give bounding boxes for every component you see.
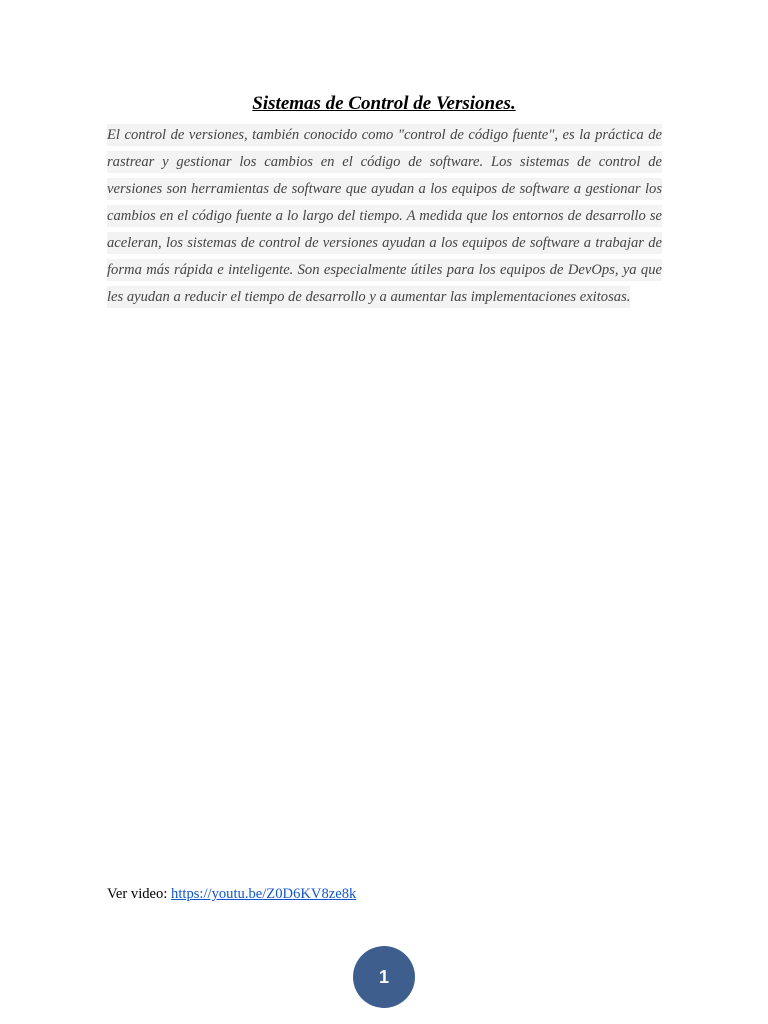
page-title: Sistemas de Control de Versiones. bbox=[252, 93, 516, 114]
video-link[interactable]: https://youtu.be/Z0D6KV8ze8k bbox=[171, 886, 357, 902]
video-label: Ver video: bbox=[107, 886, 172, 902]
body-paragraph bbox=[107, 122, 662, 311]
video-reference bbox=[107, 884, 356, 904]
page-number-badge: 1 bbox=[353, 946, 415, 1008]
body-paragraph-text: El control de versiones, también conocido como "control de código fuente", es la práctica de rastrear y gestionar los cambios en el código de software. Los sistemas de control de versiones son herramientas de software que ayudan a los equipos de software a gestionar los cambios en el código fuente a lo largo del tiempo. A medida que los entornos de desarrollo se aceleran, los sistemas de control de versiones ayudan a los equipos de software a trabajar de forma más rápida e inteligente. Son especialmente útiles para los equipos de DevOps, ya que les ayudan a reducir el tiempo de desarrollo y a aumentar las implementaciones exitosas. bbox=[107, 124, 662, 308]
